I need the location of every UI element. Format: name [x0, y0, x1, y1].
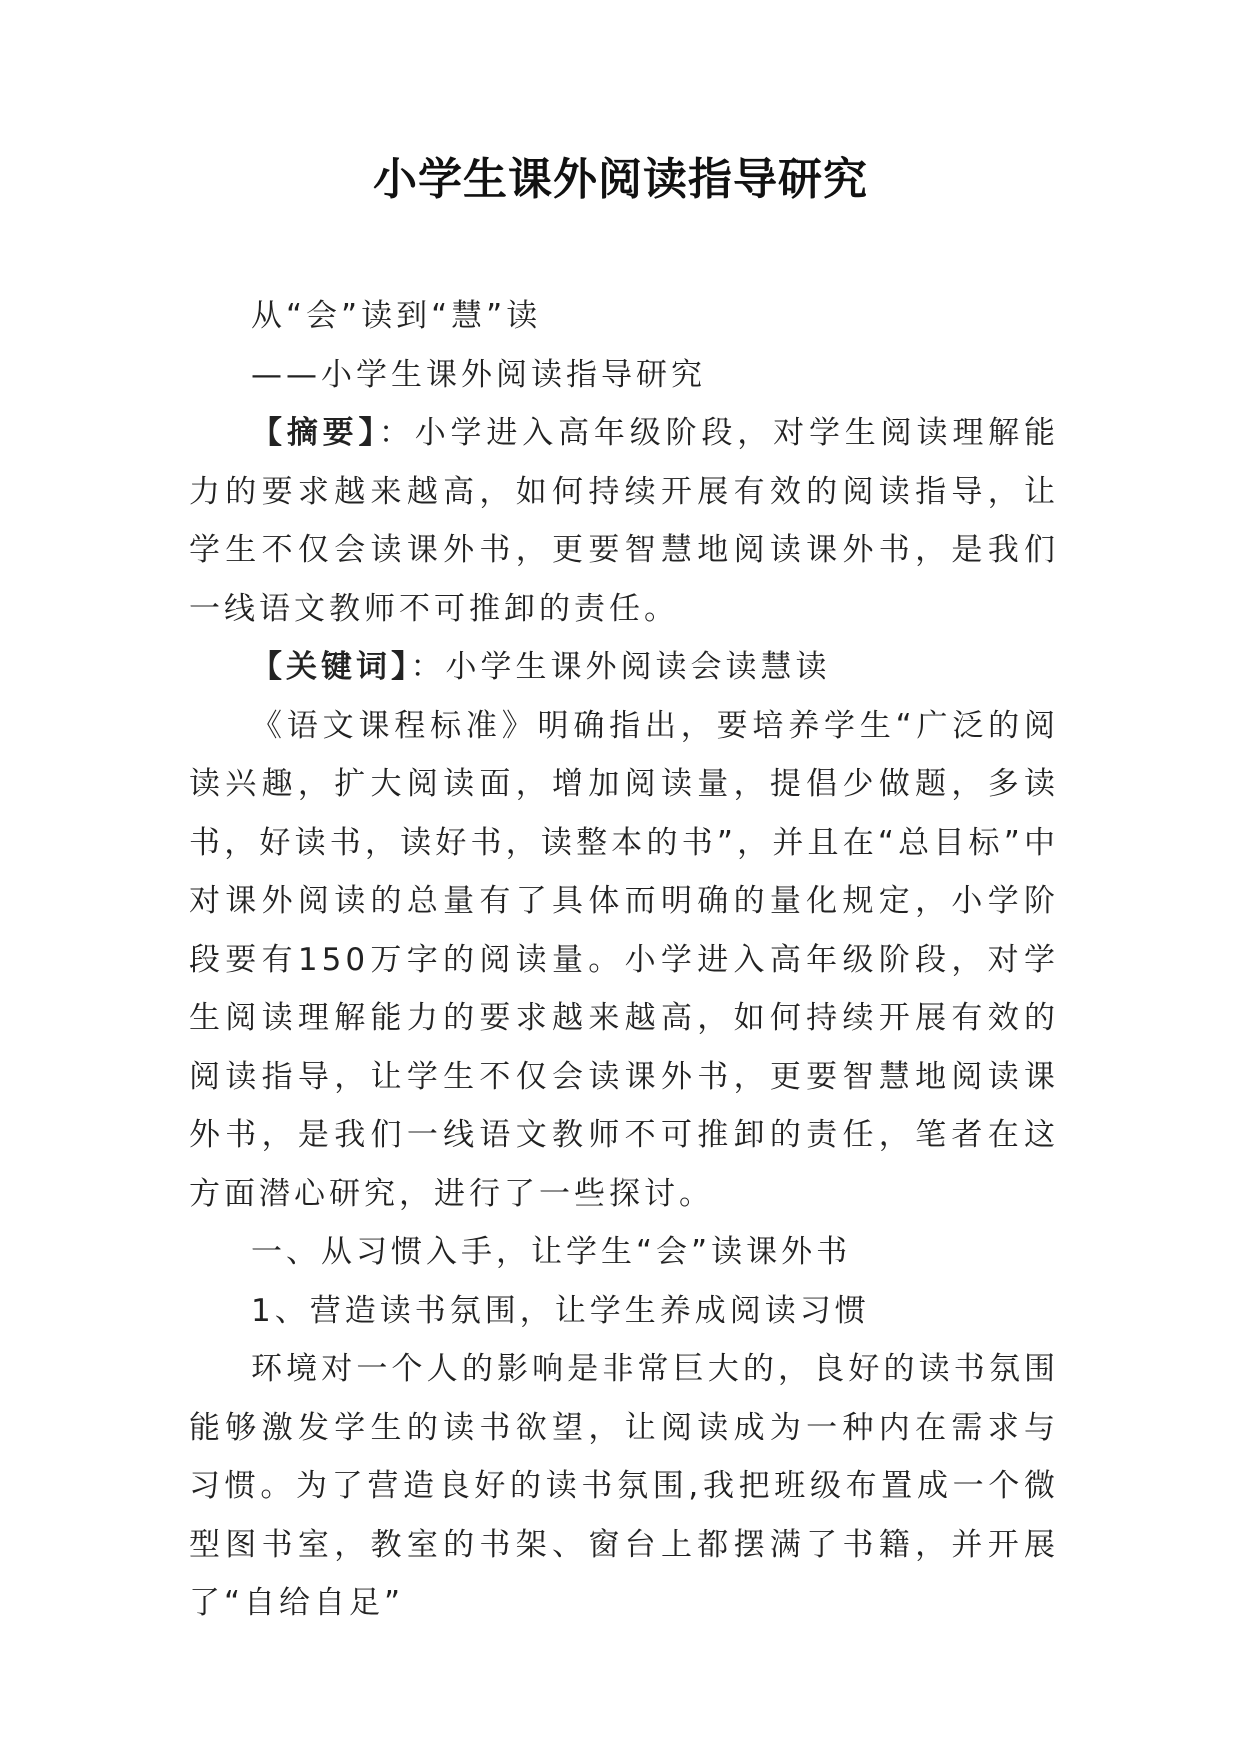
subtitle-line-1: 从“会”读到“慧”读 [251, 298, 542, 334]
body-paragraph-2: 环境对一个人的影响是非常巨大的，良好的读书氛围能够激发学生的读书欲望，让阅读成为一种内在需求与习惯。为了营造良好的读书氛围,我把班级布置成一个微型图书室，教室的书架、窗台上都摆满了书籍，并开展了“自给自足” [189, 1351, 1059, 1621]
keywords-label: 【关键词】 [251, 649, 411, 685]
abstract-text: ：小学进入高年级阶段，对学生阅读理解能力的要求越来越高，如何持续开展有效的阅读指导，让学生不仅会读课外书，更要智慧地阅读课外书，是我们一线语文教师不可推卸的责任。 [189, 415, 1060, 627]
document-body [189, 287, 1059, 1633]
page-title: 小学生课外阅读指导研究 [373, 154, 868, 205]
subsection-heading-1-1: 1、营造读书氛围，让学生养成阅读习惯 [251, 1292, 870, 1329]
keywords-text: ：小学生课外阅读会读慧读 [410, 649, 831, 685]
keywords-paragraph [189, 638, 1059, 697]
section-heading-1: 一、从习惯入手，让学生“会”读课外书 [251, 1234, 852, 1270]
abstract-paragraph [189, 404, 1059, 638]
abstract-label: 【摘要】 [251, 415, 379, 451]
body-paragraph-1: 《语文课程标准》明确指出，要培养学生“广泛的阅读兴趣，扩大阅读面，增加阅读量，提倡少做题，多读书，好读书，读好书，读整本的书”，并且在“总目标”中对课外阅读的总量有了具体而明确的量化规定，小学阶段要有150万字的阅读量。小学进入高年级阶段，对学生阅读理解能力的要求越来越高，如何持续开展有效的阅读指导，让学生不仅会读课外书，更要智慧地阅读课外书，是我们一线语文教师不可推卸的责任，笔者在这方面潜心研究，进行了一些探讨。 [189, 707, 1059, 1212]
subtitle-line-2: ——小学生课外阅读指导研究 [251, 356, 706, 393]
